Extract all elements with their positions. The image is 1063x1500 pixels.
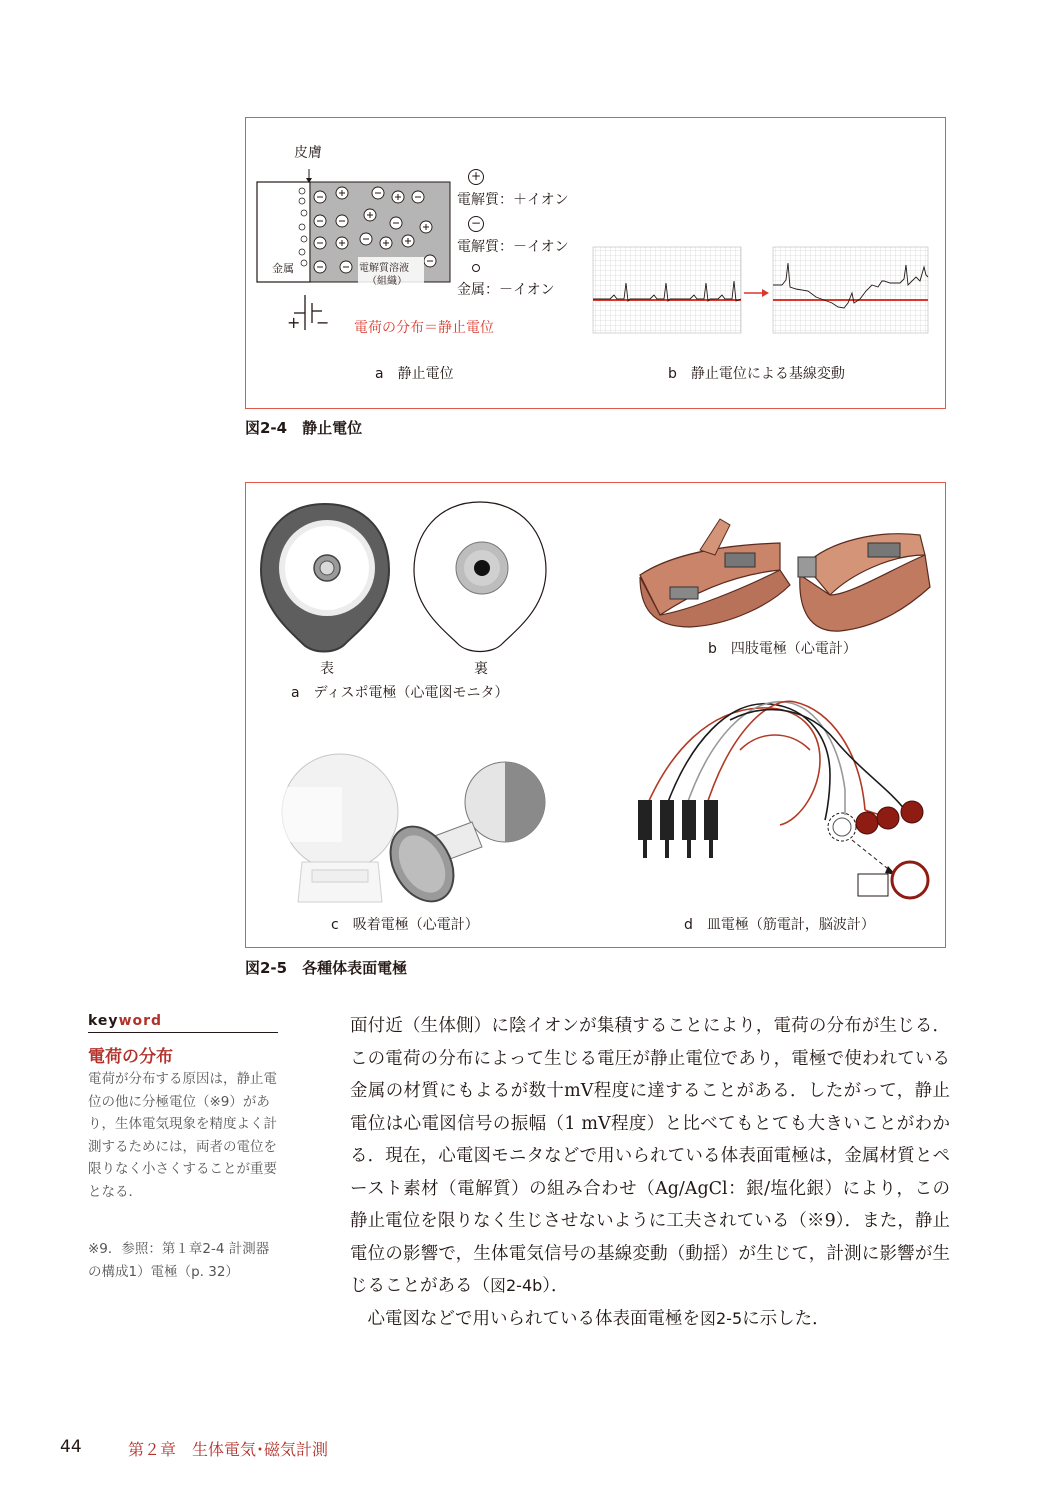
label-skin: 皮膚 bbox=[294, 145, 322, 161]
keyword-text: 電荷が分布する原因は，静止電位の他に分極電位（※9）があり，生体電気現象を精度よく計測するためには，両者の電位を限りなく小さくすることが重要となる． bbox=[88, 1071, 277, 1200]
fig24-sub-b: b 静止電位による基線変動 bbox=[668, 366, 845, 382]
keyword-word: word bbox=[118, 1013, 163, 1029]
legend-positive-ion: 電解質：＋イオン bbox=[457, 192, 569, 208]
keyword-heading bbox=[88, 1013, 162, 1029]
figure-reference-2-5[interactable]: 図2-5 bbox=[700, 1308, 743, 1328]
label-metal: 金属 bbox=[272, 262, 294, 275]
suction-bulb-right bbox=[378, 762, 545, 912]
limb-clip-left bbox=[640, 519, 790, 627]
charge-distribution-note: 電荷の分布＝静止電位 bbox=[354, 320, 494, 336]
label-back: 裏 bbox=[474, 661, 488, 677]
fig25-sub-c: c 吸着電極（心電計） bbox=[331, 917, 479, 933]
figure-2-5-caption: 図2-5 各種体表面電極 bbox=[245, 959, 408, 977]
keyword-title: 電荷の分布 bbox=[88, 1047, 173, 1067]
ecg-grid-after bbox=[773, 247, 928, 333]
limb-clip-right bbox=[798, 534, 930, 631]
legend-neg-icon: − bbox=[468, 216, 484, 232]
fig25-sub-a: a ディスポ電極（心電図モニタ） bbox=[291, 685, 509, 701]
lead-connectors bbox=[638, 800, 718, 858]
fig24-sub-a: a 静止電位 bbox=[375, 366, 454, 382]
cup-electrode-heads bbox=[828, 801, 928, 898]
battery-plus: + bbox=[287, 313, 301, 332]
legend-metal-icon bbox=[472, 264, 480, 272]
body-paragraph-1: 面付近（生体側）に陰イオンが集積することにより，電荷の分布が生じる．この電荷の分布によって生じる電圧が静止電位であり，電極で使われている金属の材質にもよるが数十mV程度に達することがある．したがって，静止電位は心電図信号の振幅（1 mV程度）と比べてもとても大きいことがわかる．現在，心電図モニタなどで用いられている体表面電極は，金属材質とペースト素材（電解質）の組み合わせ（Ag/AgCl：銀/塩化銀）により，この静止電位を限りなく生じさせないように工夫されている（※9）．また，静止電位の影響で，生体電気信号の基線変動（動揺）が生じて，計測に影響が生じることがある（図2-4b）． bbox=[350, 1016, 950, 1296]
legend-pos-icon: + bbox=[468, 169, 484, 185]
arrow-right-icon bbox=[744, 287, 770, 299]
chapter-title: 第２章 生体電気･磁気計測 bbox=[128, 1440, 329, 1459]
body-text bbox=[350, 1010, 950, 1335]
figure-2-4-caption: 図2-4 静止電位 bbox=[245, 419, 363, 437]
keyword-rule bbox=[88, 1032, 278, 1033]
limb-electrode-clips bbox=[630, 515, 945, 640]
label-front: 表 bbox=[320, 661, 334, 677]
keyword-key: key bbox=[88, 1013, 119, 1029]
label-solution: 電解質溶液 bbox=[359, 263, 409, 274]
page-number: 44 bbox=[60, 1437, 82, 1457]
fig25-sub-b: b 四肢電極（心電計） bbox=[708, 641, 857, 657]
legend-metal-ion: 金属：－イオン bbox=[457, 282, 555, 298]
disposable-electrode-back bbox=[410, 498, 550, 658]
suction-electrodes bbox=[262, 752, 562, 912]
footnote-9: ※9．参照：第１章2-4 計測器の構成1）電極（p. 32） bbox=[88, 1241, 270, 1280]
body-paragraph-2: 心電図などで用いられている体表面電極を図2-5に示した． bbox=[367, 1308, 830, 1329]
battery-minus: − bbox=[316, 313, 330, 332]
cup-electrodes bbox=[630, 690, 940, 910]
label-solution-tissue: （組織） bbox=[367, 276, 407, 287]
figure-reference-2-4b[interactable]: 図2-4b bbox=[490, 1276, 543, 1295]
fig25-sub-d: d 皿電極（筋電計，脳波計） bbox=[684, 917, 875, 933]
disposable-electrode-front bbox=[255, 498, 395, 658]
legend-negative-ion: 電解質：－イオン bbox=[457, 239, 569, 255]
